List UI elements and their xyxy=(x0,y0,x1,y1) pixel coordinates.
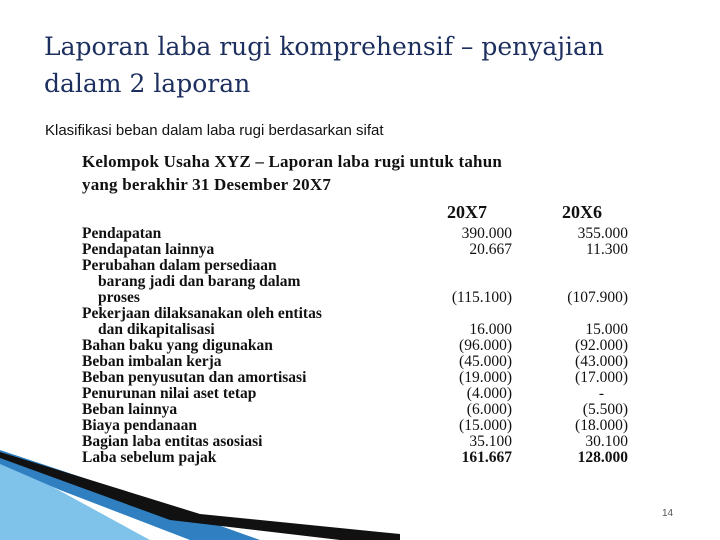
value-20x6: (43.000) xyxy=(575,353,628,370)
slide-subtitle: Klasifikasi beban dalam laba rugi berdasarkan sifat xyxy=(45,122,384,139)
value-20x7: (96.000) xyxy=(459,337,512,354)
table-row xyxy=(82,386,642,402)
row-label: proses xyxy=(98,289,140,306)
value-20x6: 128.000 xyxy=(577,449,628,466)
value-20x7: 16.000 xyxy=(469,321,512,338)
row-label: Pekerjaan dilaksanakan oleh entitas xyxy=(82,305,322,322)
value-20x6: - xyxy=(598,385,604,402)
row-label: Perubahan dalam persediaan xyxy=(82,257,277,274)
table-header xyxy=(82,202,642,226)
value-20x6: (107.900) xyxy=(567,289,628,306)
value-20x7: 20.667 xyxy=(469,241,512,258)
row-label: Beban penyusutan dan amortisasi xyxy=(82,369,307,386)
value-20x7: (6.000) xyxy=(466,401,512,418)
table-row xyxy=(82,274,642,290)
table-row xyxy=(82,338,642,354)
column-header-20x6: 20X6 xyxy=(562,202,602,222)
table-row xyxy=(82,242,642,258)
table-row xyxy=(82,258,642,274)
value-20x6: 355.000 xyxy=(577,225,628,242)
row-label: Biaya pendanaan xyxy=(82,417,198,434)
table-row xyxy=(82,322,642,338)
report-heading-line-2: yang berakhir 31 Desember 20X7 xyxy=(82,175,332,194)
table-row xyxy=(82,402,642,418)
value-20x6: (5.500) xyxy=(582,401,628,418)
page-number: 14 xyxy=(662,508,674,519)
report-heading xyxy=(82,150,642,196)
value-20x6: 11.300 xyxy=(585,241,628,258)
report-heading-line-1: Kelompok Usaha XYZ – Laporan laba rugi untuk tahun xyxy=(82,152,503,171)
value-20x7: (15.000) xyxy=(459,417,512,434)
column-header-20x7: 20X7 xyxy=(447,202,487,222)
value-20x7: (4.000) xyxy=(466,385,512,402)
row-label: Beban lainnya xyxy=(82,401,178,418)
row-label: Bagian laba entitas asosiasi xyxy=(82,433,263,450)
slide-title xyxy=(44,28,704,102)
table-row xyxy=(82,370,642,386)
value-20x6: (18.000) xyxy=(575,417,628,434)
value-20x7: (115.100) xyxy=(451,289,512,306)
value-20x7: 35.100 xyxy=(469,433,512,450)
row-label: Laba sebelum pajak xyxy=(82,449,217,466)
row-label: Pendapatan xyxy=(82,225,162,242)
value-20x6: 15.000 xyxy=(585,321,628,338)
decorative-swoosh xyxy=(0,450,400,540)
value-20x7: (19.000) xyxy=(459,369,512,386)
row-label: Bahan baku yang digunakan xyxy=(82,337,273,354)
slide-title-line-2: dalam 2 laporan xyxy=(44,69,251,98)
value-20x6: (92.000) xyxy=(575,337,628,354)
slide-title-line-1: Laporan laba rugi komprehensif – penyajian xyxy=(44,32,605,61)
row-label: Beban imbalan kerja xyxy=(82,353,222,370)
value-20x7: 390.000 xyxy=(461,225,512,242)
table-row xyxy=(82,354,642,370)
table-row xyxy=(82,418,642,434)
table-row xyxy=(82,290,642,306)
row-label: Penurunan nilai aset tetap xyxy=(82,385,257,402)
table-row xyxy=(82,434,642,450)
value-20x7: (45.000) xyxy=(459,353,512,370)
row-label: dan dikapitalisasi xyxy=(98,321,215,338)
income-statement xyxy=(82,150,642,466)
value-20x6: 30.100 xyxy=(585,433,628,450)
table-row xyxy=(82,226,642,242)
value-20x7: 161.667 xyxy=(461,449,512,466)
value-20x6: (17.000) xyxy=(575,369,628,386)
table-row xyxy=(82,306,642,322)
row-label: Pendapatan lainnya xyxy=(82,241,215,258)
row-label: barang jadi dan barang dalam xyxy=(98,273,301,290)
statement-rows xyxy=(82,226,642,466)
